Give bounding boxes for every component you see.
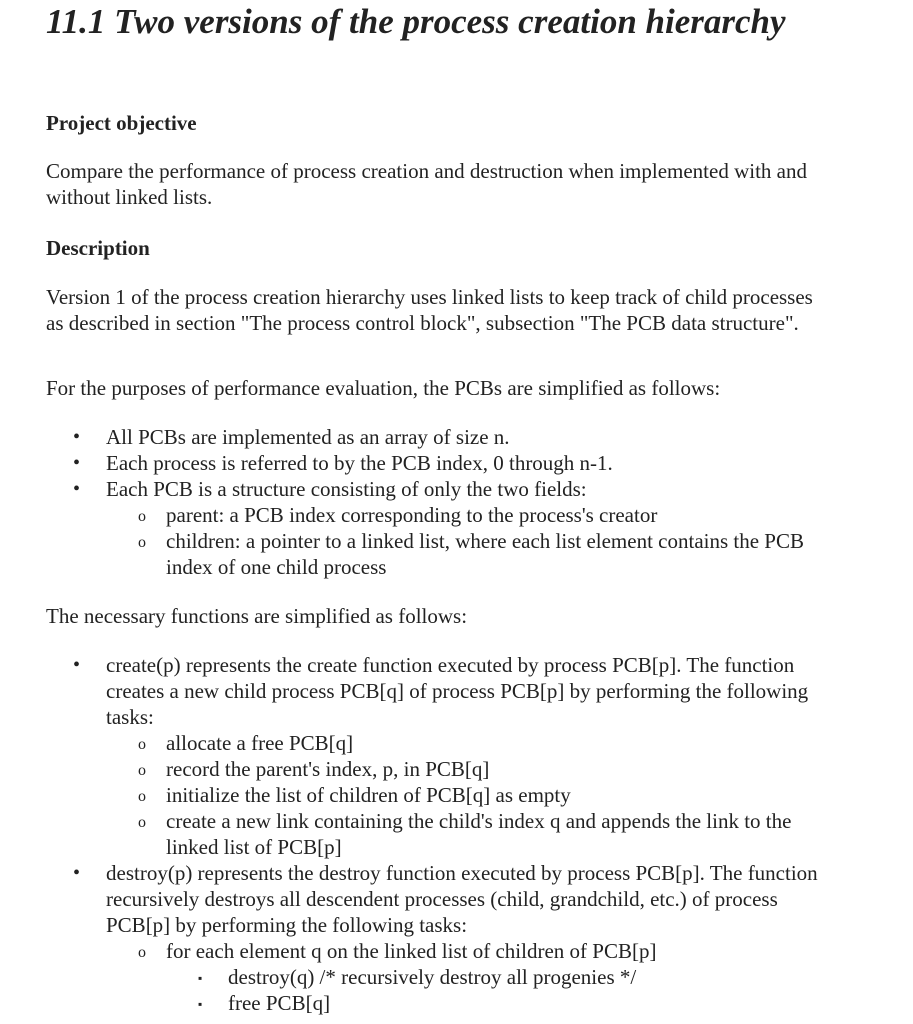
circle-bullet-icon: o	[138, 814, 146, 831]
list-item-text: parent: a PCB index corresponding to the process's creator	[166, 503, 658, 527]
bullet-icon: •	[73, 452, 81, 474]
functions-list	[0, 652, 828, 1016]
objective-paragraph: Compare the performance of process creation and destruction when implemented with and without linked lists.	[46, 159, 807, 209]
list-item-text: All PCBs are implemented as an array of size n.	[106, 425, 510, 449]
list-item	[0, 990, 828, 1016]
circle-bullet-icon: o	[138, 944, 146, 961]
list-item-text: Each process is referred to by the PCB index, 0 through n-1.	[106, 451, 613, 475]
list-item	[0, 502, 826, 528]
description-paragraph: Version 1 of the process creation hierarchy uses linked lists to keep track of child processes as described in section "The process control block", subsection "The PCB data structure".	[46, 285, 813, 335]
functions-intro: The necessary functions are simplified as follows:	[46, 604, 468, 628]
list-item-text: destroy(p) represents the destroy function executed by process PCB[p]. The function recursively destroys all descendent processes (child, grandchild, etc.) of process PCB[p] by performing the following tasks:	[106, 861, 818, 937]
list-item	[0, 476, 826, 502]
circle-bullet-icon: o	[138, 762, 146, 779]
list-item-text: initialize the list of children of PCB[q] as empty	[166, 783, 571, 807]
list-item	[0, 450, 826, 476]
list-item	[0, 860, 826, 938]
list-item-text: record the parent's index, p, in PCB[q]	[166, 757, 490, 781]
bullet-icon: •	[73, 862, 81, 884]
bullet-icon: •	[73, 426, 81, 448]
square-bullet-icon: ▪	[198, 971, 203, 985]
list-item-text: destroy(q) /* recursively destroy all progenies */	[228, 965, 637, 989]
list-item	[0, 730, 826, 756]
page-title: 11.1 Two versions of the process creation hierarchy	[46, 2, 786, 41]
list-item-text: create(p) represents the create function executed by process PCB[p]. The function creates a new child process PCB[q] of process PCB[p] by performing the following tasks:	[106, 653, 809, 729]
circle-bullet-icon: o	[138, 736, 146, 753]
list-item-text: children: a pointer to a linked list, where each list element contains the PCB index of one child process	[166, 529, 804, 579]
objective-heading: Project objective	[46, 111, 197, 135]
description-heading: Description	[46, 236, 150, 260]
list-item	[0, 964, 828, 990]
bullet-icon: •	[73, 478, 81, 500]
circle-bullet-icon: o	[138, 534, 146, 551]
list-item-text: Each PCB is a structure consisting of only the two fields:	[106, 477, 587, 501]
list-item	[0, 756, 826, 782]
list-item	[0, 424, 826, 450]
list-item-text: create a new link containing the child's index q and appends the link to the linked list of PCB[p]	[166, 809, 792, 859]
list-item	[0, 652, 826, 730]
pcb-list	[0, 424, 826, 580]
list-item	[0, 528, 826, 580]
square-bullet-icon: ▪	[198, 997, 203, 1011]
circle-bullet-icon: o	[138, 788, 146, 805]
list-item	[0, 782, 826, 808]
bullet-icon: •	[73, 654, 81, 676]
list-item-text: allocate a free PCB[q]	[166, 731, 354, 755]
list-item-text: for each element q on the linked list of children of PCB[p]	[166, 939, 657, 963]
circle-bullet-icon: o	[138, 508, 146, 525]
simplification-intro: For the purposes of performance evaluation, the PCBs are simplified as follows:	[46, 376, 721, 400]
list-item	[0, 808, 826, 860]
list-item	[0, 938, 826, 964]
list-item-text: free PCB[q]	[228, 991, 331, 1015]
